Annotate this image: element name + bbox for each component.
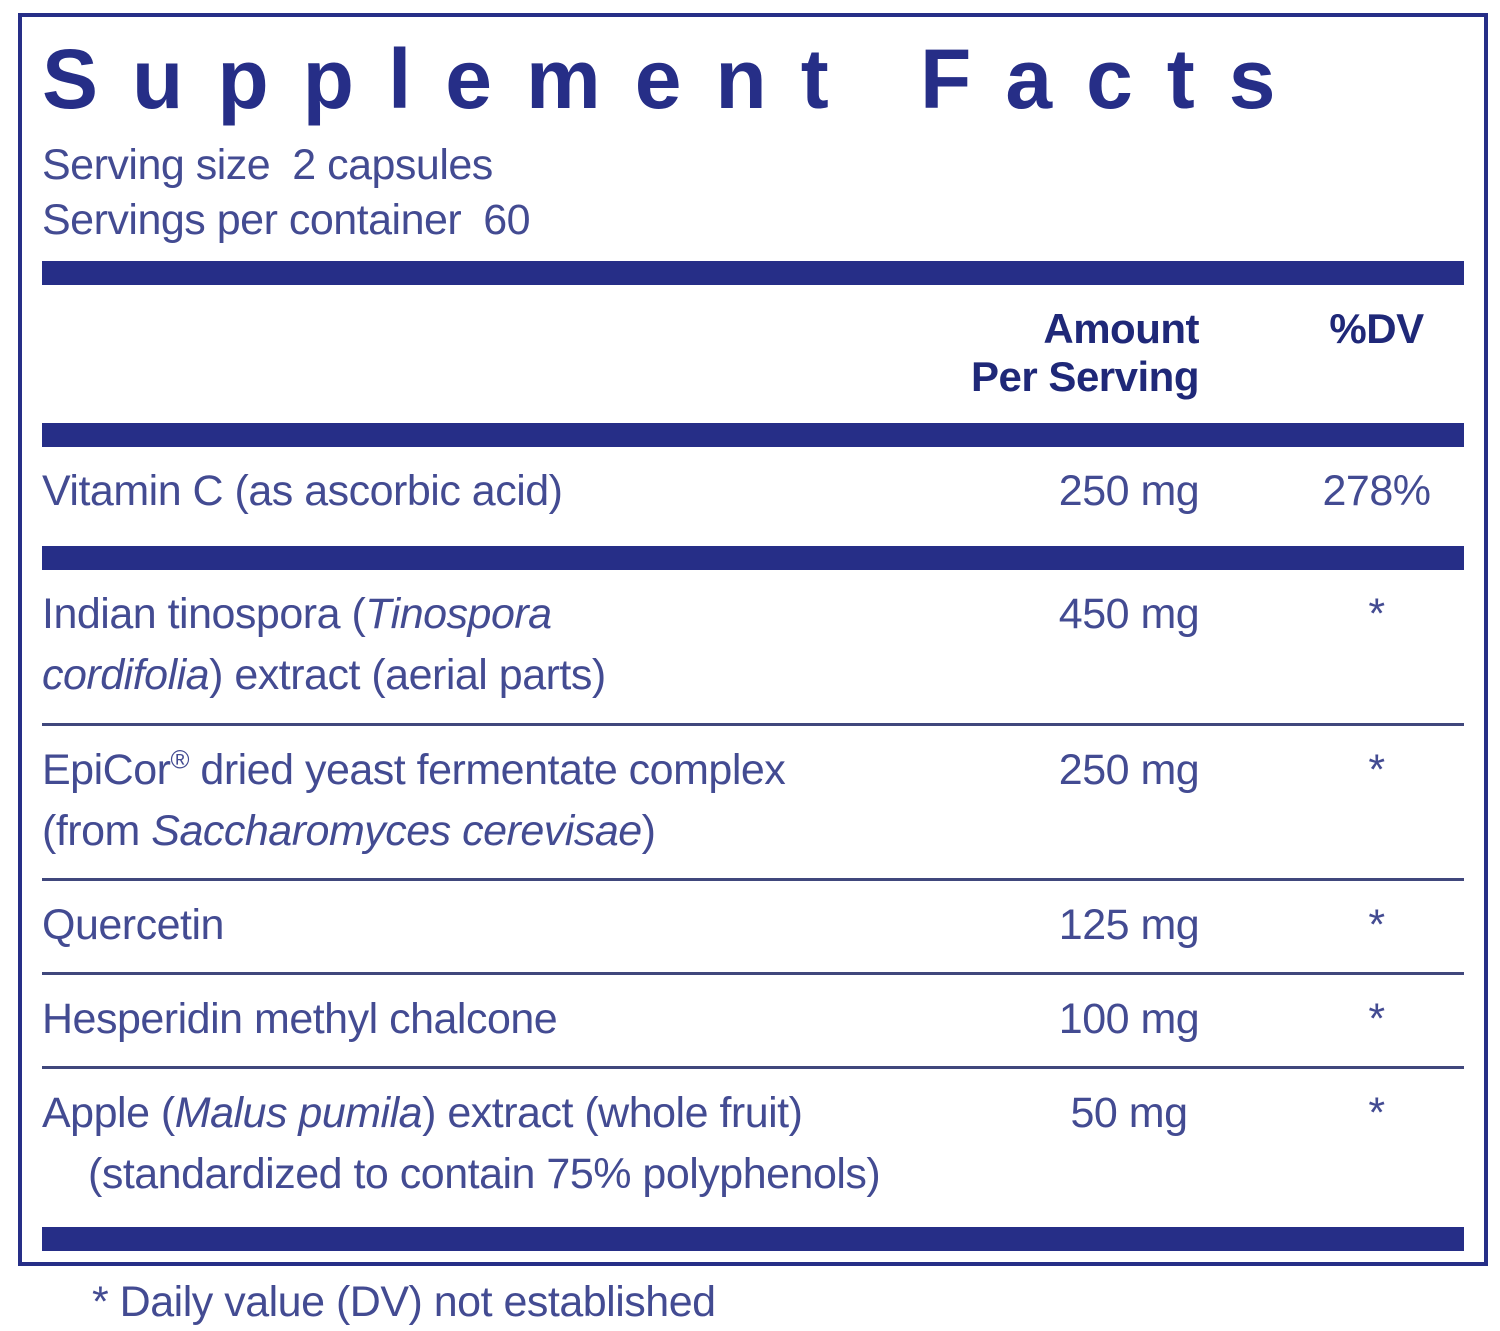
ingredient-name bbox=[42, 1083, 969, 1205]
column-header-dv: %DV bbox=[1329, 305, 1424, 353]
divider-bar-bottom bbox=[42, 1227, 1464, 1251]
daily-value-footnote: * Daily value (DV) not established bbox=[92, 1277, 716, 1326]
divider-bar bbox=[42, 546, 1464, 570]
ingredients-table bbox=[42, 447, 1464, 1250]
ingredient-dv: * bbox=[1368, 994, 1385, 1043]
ingredient-name-text: ) extract (whole fruit) bbox=[422, 1088, 803, 1137]
ingredient-name-line bbox=[42, 584, 969, 645]
divider-bar-top bbox=[42, 261, 1464, 285]
ingredient-name-line bbox=[42, 1083, 969, 1144]
ingredient-name-line bbox=[42, 645, 969, 706]
label-title: Supplement Facts bbox=[42, 32, 1310, 126]
serving-size-value: 2 capsules bbox=[292, 140, 493, 189]
ingredient-name-text: Vitamin C (as ascorbic acid) bbox=[42, 467, 563, 516]
ingredient-name-line bbox=[42, 1144, 969, 1205]
servings-per-container-value: 60 bbox=[483, 196, 531, 245]
ingredient-name bbox=[42, 584, 969, 706]
ingredient-name-text: EpiCor bbox=[42, 745, 171, 794]
serving-size-line bbox=[42, 138, 1464, 194]
ingredient-name-text: Indian tinospora ( bbox=[42, 590, 366, 639]
ingredient-amount: 50 mg bbox=[1070, 1088, 1188, 1137]
ingredient-dv: 278% bbox=[1322, 467, 1431, 516]
ingredient-name-text: Hesperidin methyl chalcone bbox=[42, 994, 558, 1043]
ingredient-dv: * bbox=[1368, 590, 1385, 639]
ingredient-row bbox=[42, 975, 1464, 1066]
ingredient-name bbox=[42, 989, 969, 1050]
ingredient-name bbox=[42, 740, 969, 862]
ingredient-amount: 250 mg bbox=[1058, 745, 1200, 794]
ingredient-name bbox=[42, 461, 969, 522]
ingredient-name-line bbox=[42, 801, 969, 862]
ingredient-name-text: (standardized to contain 75% polyphenols) bbox=[88, 1149, 881, 1198]
ingredient-name-text: Apple ( bbox=[42, 1088, 175, 1137]
ingredient-row bbox=[42, 1069, 1464, 1221]
ingredient-dv: * bbox=[1368, 745, 1385, 794]
ingredient-name-text: Quercetin bbox=[42, 900, 224, 949]
ingredient-amount: 100 mg bbox=[1058, 994, 1200, 1043]
ingredient-latin-name: cordifolia bbox=[42, 651, 210, 700]
ingredient-name-line bbox=[42, 989, 969, 1050]
ingredient-row bbox=[42, 570, 1464, 722]
ingredient-name bbox=[42, 895, 969, 956]
ingredient-name-line bbox=[42, 461, 969, 522]
ingredient-name-line bbox=[42, 740, 969, 801]
ingredient-name-text: dried yeast fermentate complex bbox=[188, 745, 786, 794]
ingredient-dv: * bbox=[1368, 900, 1385, 949]
ingredient-name-text: (from bbox=[42, 806, 152, 855]
registered-trademark-symbol: ® bbox=[170, 746, 189, 775]
ingredient-amount: 450 mg bbox=[1058, 590, 1200, 639]
column-header-amount: Amount Per Serving bbox=[971, 305, 1199, 401]
ingredient-row bbox=[42, 726, 1464, 878]
serving-size-label: Serving size bbox=[42, 140, 271, 189]
ingredient-row bbox=[42, 447, 1464, 538]
ingredient-latin-name: Malus pumila bbox=[174, 1088, 423, 1137]
ingredient-latin-name: Tinospora bbox=[365, 590, 552, 639]
ingredient-dv: * bbox=[1368, 1088, 1385, 1137]
ingredient-latin-name: Saccharomyces cerevisae bbox=[151, 806, 642, 855]
divider-bar-header bbox=[42, 423, 1464, 447]
ingredient-amount: 125 mg bbox=[1058, 900, 1200, 949]
ingredient-name-line bbox=[42, 895, 969, 956]
ingredient-amount: 250 mg bbox=[1058, 467, 1200, 516]
ingredient-name-text: ) extract (aerial parts) bbox=[209, 651, 606, 700]
column-header-row bbox=[42, 293, 1464, 415]
servings-per-container-line bbox=[42, 193, 1464, 249]
supplement-facts-label bbox=[18, 13, 1488, 1326]
ingredient-name-text: ) bbox=[641, 806, 656, 855]
ingredient-row bbox=[42, 881, 1464, 972]
servings-per-container-label: Servings per container bbox=[42, 196, 462, 245]
